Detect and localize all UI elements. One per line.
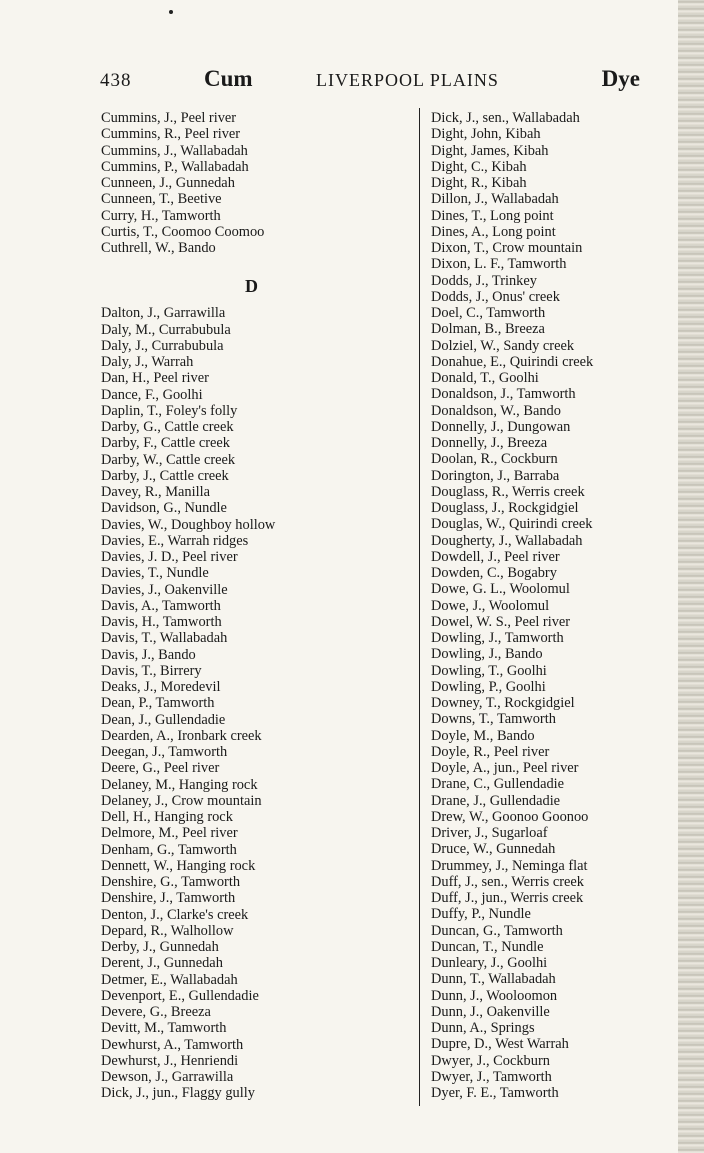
page-title: LIVERPOOL PLAINS (316, 70, 499, 90)
directory-entry: Davis, A., Tamworth (101, 597, 221, 614)
directory-entry: Dight, C., Kibah (431, 158, 527, 175)
directory-entry: Dell, H., Hanging rock (101, 809, 233, 825)
directory-entry: Doyle, A., jun., Peel river (431, 760, 579, 776)
directory-entry: Dight, James, Kibah (431, 142, 549, 159)
directory-entry: Darby, F., Cattle creek (101, 435, 230, 452)
directory-entry: Duff, J., jun., Werris creek (431, 890, 584, 906)
directory-entry: Denton, J., Clarke's creek (101, 906, 249, 923)
page-number: 438 (100, 70, 132, 91)
directory-entry: Doyle, R., Peel river (431, 743, 550, 760)
directory-entry: Denshire, J., Tamworth (101, 890, 236, 907)
directory-entry: Cunneen, T., Beetive (101, 191, 222, 208)
page-header (100, 66, 640, 96)
directory-entry: Donaldson, W., Bando (431, 402, 561, 419)
directory-entry: Dight, John, Kibah (431, 126, 541, 143)
directory-entry: Detmer, E., Wallabadah (101, 971, 238, 988)
directory-entry: Davies, E., Warrah ridges (101, 532, 249, 549)
directory-entry: Drane, J., Gullendadie (431, 792, 561, 809)
directory-entry: Dwyer, J., Cockburn (431, 1052, 550, 1069)
directory-entry: Devere, G., Breeza (101, 1004, 211, 1020)
directory-entry: Darby, J., Cattle creek (101, 467, 229, 484)
directory-entry: Dunn, T., Wallabadah (431, 971, 556, 988)
directory-entry: Dowdell, J., Peel river (431, 548, 560, 565)
directory-entry: Daly, M., Currabubula (101, 321, 231, 338)
ink-speck (169, 10, 173, 14)
header-first-word: Cum (204, 66, 253, 91)
directory-entry: Dwyer, J., Tamworth (431, 1068, 552, 1085)
directory-entry: Doyle, M., Bando (431, 727, 535, 744)
directory-entry: Devitt, M., Tamworth (101, 1020, 227, 1037)
directory-entry: Devenport, E., Gullendadie (101, 987, 259, 1004)
directory-entry: Dean, J., Gullendadie (101, 711, 226, 728)
directory-entry: Dewson, J., Garrawilla (101, 1069, 234, 1085)
directory-entry: Duff, J., sen., Werris creek (431, 873, 584, 890)
directory-entry: Druce, W., Gunnedah (431, 841, 556, 858)
directory-entry: Donnelly, J., Dungowan (431, 418, 571, 435)
directory-entry: Davis, T., Birrery (101, 662, 202, 679)
directory-entry: Duncan, G., Tamworth (431, 922, 563, 939)
directory-entry: Delmore, M., Peel river (101, 825, 238, 842)
directory-entry: Davies, J., Oakenville (101, 581, 228, 598)
right-column (431, 110, 681, 1101)
directory-entry: Curry, H., Tamworth (101, 207, 221, 224)
left-column (101, 110, 411, 1102)
directory-entry: Derby, J., Gunnedah (101, 939, 219, 955)
directory-entry: Deere, G., Peel river (101, 760, 220, 777)
directory-entry: Davies, J. D., Peel river (101, 549, 238, 565)
section-letter-d: D (245, 276, 258, 296)
directory-entry: Dines, T., Long point (431, 207, 554, 224)
directory-entry: Dalton, J., Garrawilla (101, 305, 226, 322)
column-divider (419, 108, 420, 1106)
directory-entry: Drane, C., Gullendadie (431, 776, 565, 793)
directory-entry: Depard, R., Walhollow (101, 922, 234, 939)
directory-entry: Dowling, T., Goolhi (431, 662, 547, 679)
directory-entry: Denham, G., Tamworth (101, 841, 237, 858)
directory-entry: Dowden, C., Bogabry (431, 565, 557, 581)
directory-entry: Douglas, W., Quirindi creek (431, 516, 593, 533)
directory-entry: Dick, J., sen., Wallabadah (431, 110, 580, 126)
directory-entry: Cuthrell, W., Bando (101, 240, 216, 256)
directory-entry: Dick, J., jun., Flaggy gully (101, 1085, 255, 1102)
directory-entry: Davis, J., Bando (101, 646, 196, 663)
directory-entry: Donnelly, J., Breeza (431, 435, 548, 451)
directory-entry: Darby, W., Cattle creek (101, 451, 236, 468)
directory-entry: Driver, J., Sugarloaf (431, 825, 548, 841)
directory-entry: Downey, T., Rockgidgiel (431, 695, 575, 711)
directory-entry: Cummins, J., Wallabadah (101, 142, 248, 159)
page-edge-binding (678, 0, 704, 1153)
directory-entry: Doolan, R., Cockburn (431, 451, 558, 468)
directory-entry: Dewhurst, A., Tamworth (101, 1036, 244, 1053)
directory-entry: Donahue, E., Quirindi creek (431, 353, 594, 370)
directory-entry: Dunn, J., Wooloomon (431, 987, 558, 1004)
header-last-word: Dye (601, 66, 640, 91)
directory-entry: Dillon, J., Wallabadah (431, 191, 559, 208)
directory-entry: Dyer, F. E., Tamworth (431, 1085, 559, 1101)
directory-entry: Cummins, R., Peel river (101, 126, 241, 143)
directory-entry: Darby, G., Cattle creek (101, 419, 234, 435)
directory-entry: Davidson, G., Nundle (101, 500, 227, 517)
directory-entry: Doel, C., Tamworth (431, 305, 546, 321)
directory-entry: Douglass, J., Rockgidgiel (431, 500, 579, 516)
directory-entry: Dixon, T., Crow mountain (431, 240, 583, 256)
directory-entry: Dougherty, J., Wallabadah (431, 532, 583, 549)
directory-entry: Dan, H., Peel river (101, 370, 209, 387)
directory-entry: Drummey, J., Neminga flat (431, 857, 588, 874)
directory-entry: Duncan, T., Nundle (431, 938, 544, 955)
directory-entry: Daly, J., Currabubula (101, 337, 224, 354)
directory-entry: Dunn, J., Oakenville (431, 1003, 550, 1020)
directory-entry: Dolziel, W., Sandy creek (431, 337, 575, 354)
directory-entry: Dewhurst, J., Henriendi (101, 1052, 239, 1069)
directory-entry: Dearden, A., Ironbark creek (101, 727, 262, 744)
directory-entry: Downs, T., Tamworth (431, 711, 556, 728)
directory-entry: Derent, J., Gunnedah (101, 955, 223, 972)
directory-entry: Cummins, P., Wallabadah (101, 158, 249, 175)
directory-entry: Davies, T., Nundle (101, 565, 209, 582)
directory-entry: Douglass, R., Werris creek (431, 483, 585, 500)
directory-entry: Duffy, P., Nundle (431, 906, 531, 923)
directory-entry: Daplin, T., Foley's folly (101, 402, 238, 419)
directory-entry: Dodds, J., Onus' creek (431, 288, 560, 305)
directory-entry: Delaney, M., Hanging rock (101, 776, 258, 793)
directory-entry: Denshire, G., Tamworth (101, 874, 241, 890)
directory-entry: Drew, W., Goonoo Goonoo (431, 808, 589, 825)
directory-entry: Dowe, G. L., Woolomul (431, 581, 570, 598)
directory-entry: Deaks, J., Moredevil (101, 679, 221, 695)
directory-entry: Dixon, L. F., Tamworth (431, 256, 567, 273)
directory-entry: Dight, R., Kibah (431, 175, 527, 191)
directory-entry: Dennett, W., Hanging rock (101, 857, 256, 874)
directory-entry: Donald, T., Goolhi (431, 370, 539, 386)
directory-entry: Dowe, J., Woolomul (431, 597, 550, 614)
directory-entry: Cunneen, J., Gunnedah (101, 175, 235, 191)
directory-entry: Dupre, D., West Warrah (431, 1036, 569, 1053)
directory-entry: Curtis, T., Coomoo Coomoo (101, 223, 265, 240)
directory-entry: Dolman, B., Breeza (431, 321, 545, 338)
directory-entry: Dodds, J., Trinkey (431, 272, 537, 289)
directory-entry: Delaney, J., Crow mountain (101, 792, 262, 809)
directory-entry: Dines, A., Long point (431, 223, 556, 240)
directory-entry: Davies, W., Doughboy hollow (101, 516, 276, 533)
directory-entry: Davey, R., Manilla (101, 484, 210, 500)
directory-entry: Dowel, W. S., Peel river (431, 613, 571, 630)
directory-entry: Dance, F., Goolhi (101, 386, 203, 403)
directory-entry: Dowling, J., Bando (431, 646, 543, 663)
directory-entry: Dowling, J., Tamworth (431, 630, 564, 646)
directory-entry: Deegan, J., Tamworth (101, 744, 228, 760)
directory-entry: Davis, H., Tamworth (101, 614, 222, 630)
directory-entry: Dowling, P., Goolhi (431, 678, 546, 695)
directory-entry: Donaldson, J., Tamworth (431, 386, 576, 403)
directory-entry: Dean, P., Tamworth (101, 695, 215, 712)
directory-entry: Dunn, A., Springs (431, 1020, 535, 1036)
directory-entry: Daly, J., Warrah (101, 354, 194, 370)
directory-entry: Dunleary, J., Goolhi (431, 955, 548, 971)
directory-entry: Cummins, J., Peel river (101, 110, 237, 126)
directory-entry: Dorington, J., Barraba (431, 467, 560, 484)
directory-entry: Davis, T., Wallabadah (101, 630, 228, 647)
